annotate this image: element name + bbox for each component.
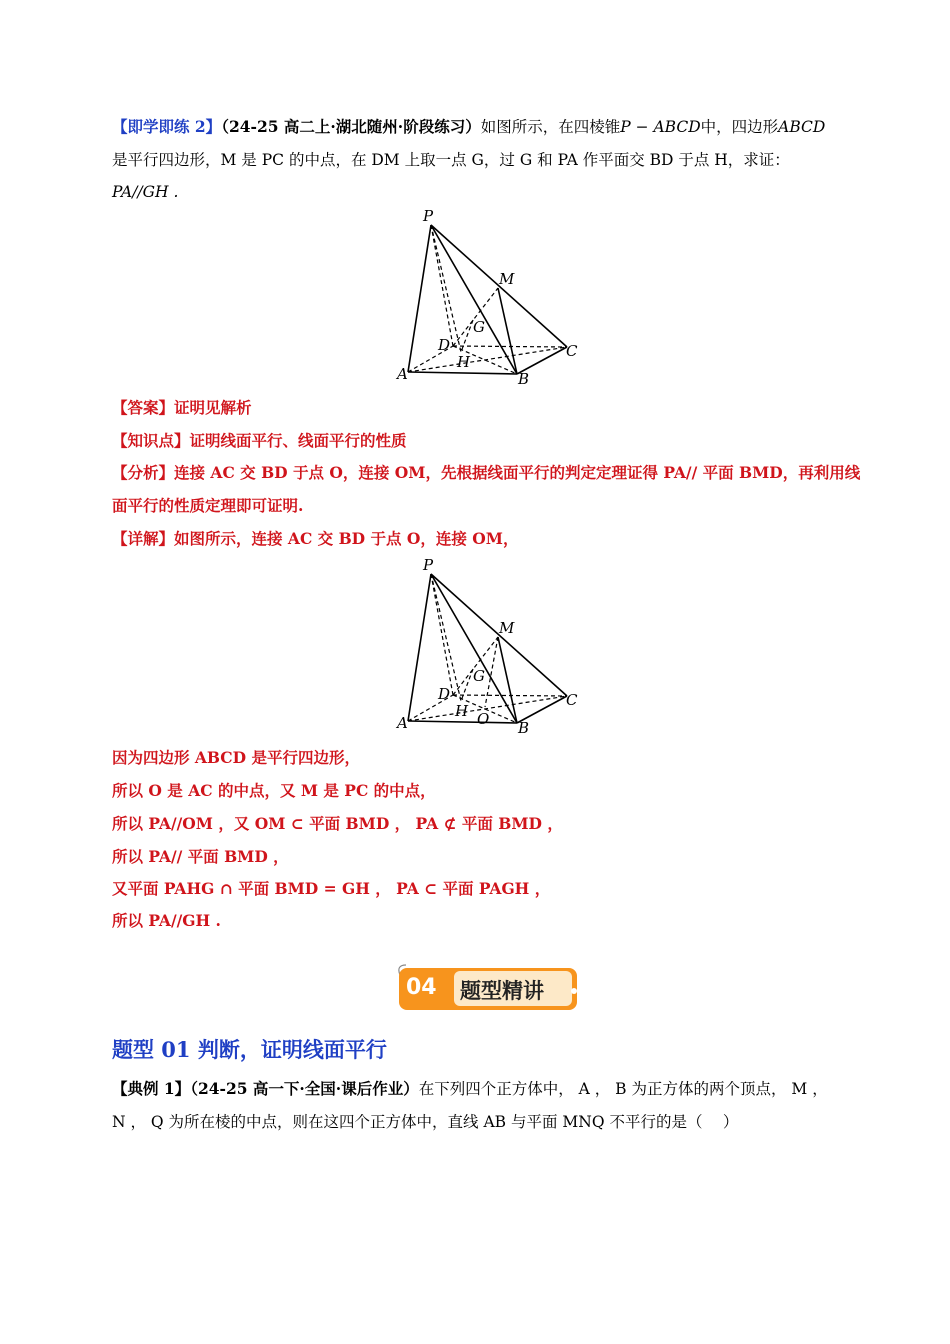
- knowledge-label: 【知识点】: [112, 431, 190, 450]
- label-a: A: [397, 365, 408, 383]
- label-b: B: [518, 370, 530, 388]
- proof-line-6: 所以 PA//GH .: [112, 911, 221, 930]
- proof-line-1: 因为四边形 ABCD 是平行四边形，: [112, 748, 360, 767]
- proof-line-2: 所以 O 是 AC 的中点，又 M 是 PC 的中点，: [112, 781, 436, 800]
- label-h: H: [457, 353, 471, 371]
- answer-line: [112, 397, 252, 419]
- example-line-2: N ， Q 为所在棱的中点，则在这四个正方体中，直线 AB 与平面 MNQ 不平行的是（ ）: [112, 1113, 739, 1131]
- label-c: C: [566, 342, 578, 360]
- knowledge-line: [112, 430, 407, 452]
- practice-source: （24-25 高二上·湖北随州·阶段练习）: [221, 117, 481, 136]
- example-source: （24-25 高一下·全国·课后作业）: [190, 1079, 419, 1098]
- practice-text-1: 如图所示，在四棱锥: [480, 118, 621, 136]
- practice-line-2: 是平行四边形，M 是 PC 的中点，在 DM 上取一点 G，过 G 和 PA 作平面交 BD 于点 H，求证：: [112, 151, 790, 169]
- label-d: D: [438, 336, 451, 354]
- knowledge-text: 证明线面平行、线面平行的性质: [189, 431, 407, 450]
- pyramid-figure-1: [395, 208, 585, 390]
- detail-line: [112, 528, 518, 550]
- label-g: G: [473, 667, 485, 685]
- quad-name: ABCD: [778, 118, 826, 136]
- proof-line-5: 又平面 PAHG ∩ 平面 BMD = GH ， PA ⊂ 平面 PAGH ，: [112, 879, 551, 898]
- detail-text: 如图所示，连接 AC 交 BD 于点 O，连接 OM，: [174, 529, 519, 548]
- practice-text-2: 中，四边形: [700, 118, 779, 136]
- practice-line-1: [112, 116, 825, 138]
- label-m: M: [499, 270, 515, 288]
- pyramid-name: P − ABCD: [620, 118, 701, 136]
- section-title: 题型 01 判断，证明线面平行: [112, 1037, 387, 1062]
- answer-label: 【答案】: [112, 398, 175, 417]
- label-o: O: [477, 710, 490, 728]
- label-p: P: [423, 208, 434, 225]
- analysis-text-1: 连接 AC 交 BD 于点 O，连接 OM，先根据线面平行的判定定理证得 PA// 平面 BMD，再利用线: [174, 463, 861, 482]
- label-b: B: [518, 719, 530, 737]
- example-label: 【典例 1】: [112, 1079, 191, 1098]
- label-d: D: [438, 685, 451, 703]
- badge-number: 04: [406, 975, 437, 1000]
- proof-line-4: 所以 PA// 平面 BMD ，: [112, 847, 289, 866]
- section-badge: [398, 963, 578, 1011]
- label-p: P: [423, 557, 434, 574]
- practice-line-3: PA//GH .: [112, 183, 179, 201]
- practice-label: 【即学即练 2】: [112, 117, 222, 136]
- answer-text: 证明见解析: [174, 398, 252, 417]
- analysis-line-2: 面平行的性质定理即可证明.: [112, 496, 304, 515]
- label-c: C: [566, 691, 578, 709]
- proof-line-3: 所以 PA//OM ，又 OM ⊂ 平面 BMD ， PA ⊄ 平面 BMD ，: [112, 814, 563, 833]
- label-a: A: [397, 714, 408, 732]
- analysis-line-1: [112, 462, 860, 484]
- label-m: M: [499, 619, 515, 637]
- label-g: G: [473, 318, 485, 336]
- label-h: H: [455, 702, 469, 720]
- analysis-label: 【分析】: [112, 463, 175, 482]
- example-text-1: 在下列四个正方体中， A ， B 为正方体的两个顶点， M ，: [418, 1080, 828, 1098]
- detail-label: 【详解】: [112, 529, 175, 548]
- badge-text: 题型精讲: [460, 979, 544, 1003]
- example-line-1: [112, 1078, 828, 1100]
- pyramid-figure-2: [395, 557, 585, 739]
